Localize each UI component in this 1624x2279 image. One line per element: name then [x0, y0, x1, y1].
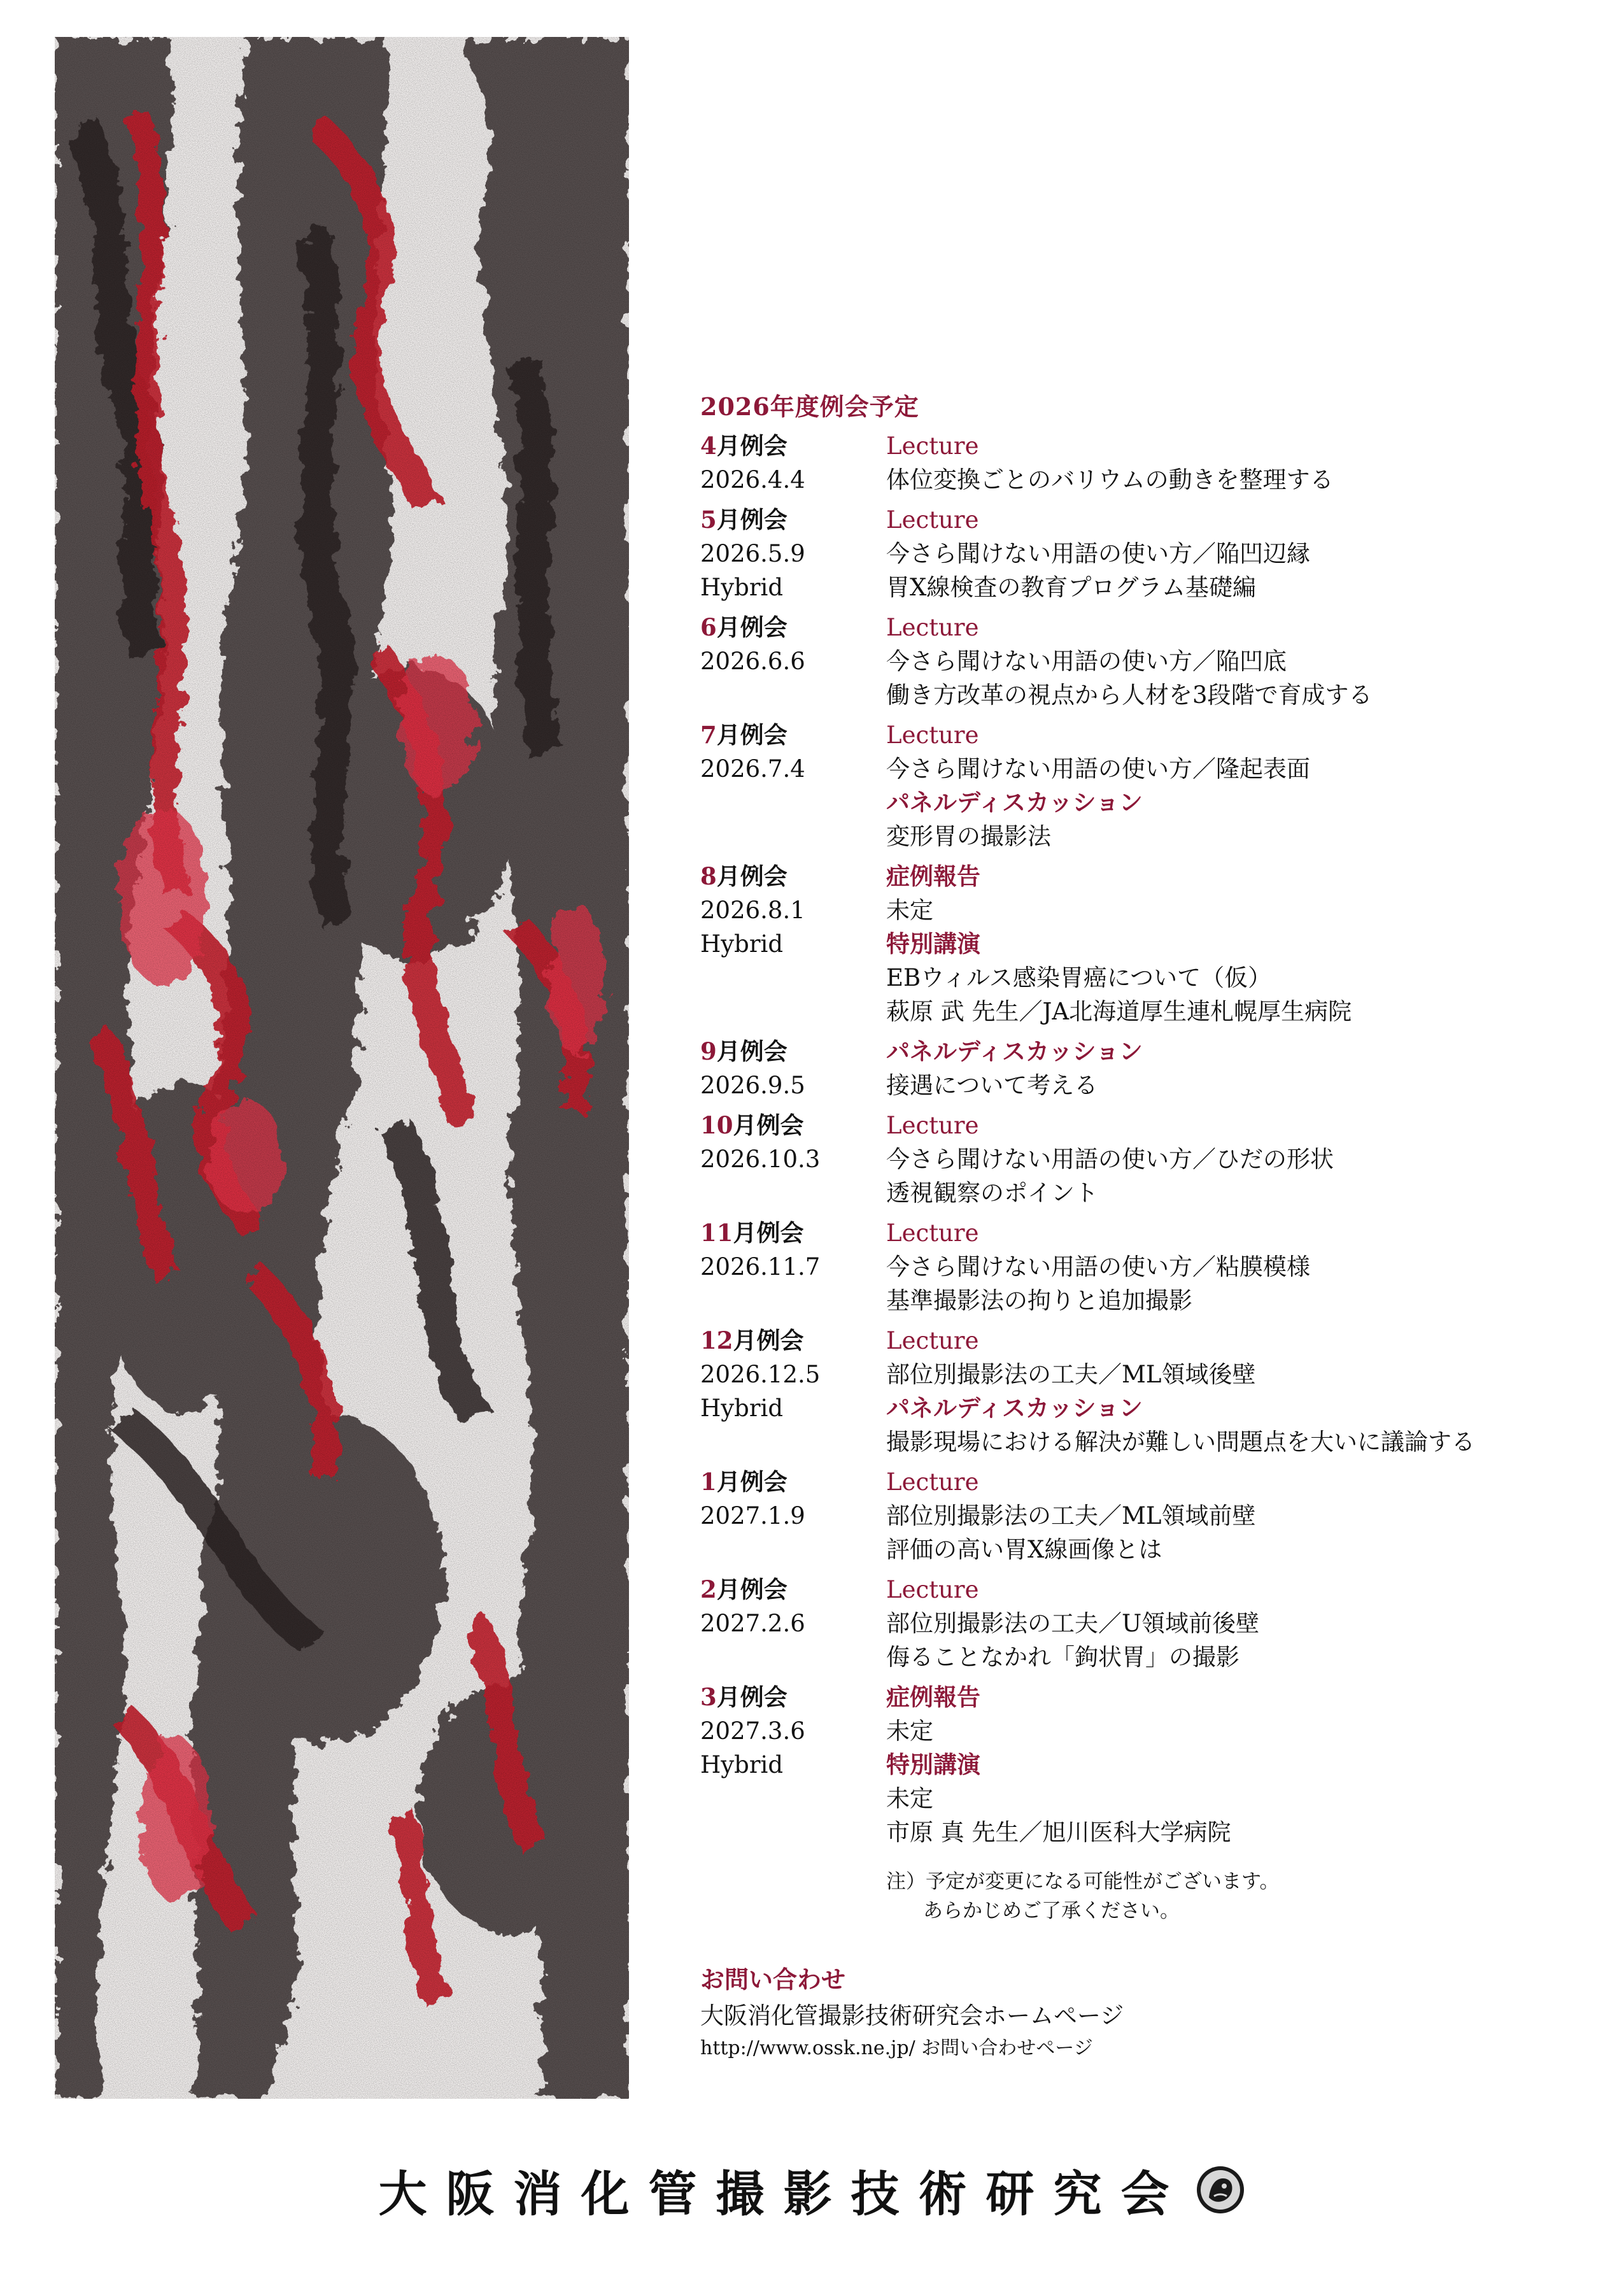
month-suffix: 月例会 [733, 1111, 804, 1139]
meeting-program [886, 860, 1586, 1028]
meeting-program [886, 503, 1586, 604]
month-number: 7 [700, 721, 717, 749]
month-suffix: 月例会 [733, 1326, 804, 1354]
session-type: Lecture [886, 506, 979, 534]
meeting-info [700, 1465, 886, 1566]
meeting-entry [700, 718, 1592, 853]
meeting-month [700, 1109, 886, 1142]
meeting-date: 2026.11.7 [700, 1253, 821, 1281]
meeting-list [700, 429, 1592, 1849]
session-topic: 接遇について考える [886, 1072, 1098, 1099]
month-number: 11 [700, 1219, 733, 1247]
month-number: 3 [700, 1683, 717, 1711]
month-number: 4 [700, 432, 717, 460]
meeting-month [700, 860, 886, 893]
meeting-info [700, 1216, 886, 1317]
meeting-entry [700, 1465, 1592, 1566]
session-type: 特別講演 [886, 1750, 980, 1778]
meeting-date: 2026.10.3 [700, 1146, 821, 1173]
session-type: パネルディスカッション [886, 1037, 1143, 1065]
session-topic: 今さら聞けない用語の使い方／ひだの形状 [886, 1146, 1334, 1173]
abstract-ink-artwork [55, 37, 629, 2099]
session-topic: 胃X線検査の教育プログラム基礎編 [886, 574, 1256, 601]
session-type: Lecture [886, 1468, 979, 1496]
meeting-date: 2027.1.9 [700, 1502, 805, 1530]
month-suffix: 月例会 [733, 1219, 804, 1247]
month-suffix: 月例会 [716, 1037, 787, 1065]
annual-schedule [700, 388, 1592, 2064]
session-type: Lecture [886, 1327, 979, 1354]
month-suffix: 月例会 [716, 1468, 787, 1496]
month-suffix: 月例会 [716, 506, 787, 534]
session-topic: 働き方改革の視点から人材を3段階で育成する [886, 681, 1373, 709]
meeting-info [700, 1680, 886, 1849]
contact-url[interactable]: http://www.ossk.ne.jp/ お問い合わせページ [700, 2037, 1093, 2059]
meeting-date: 2026.7.4 [700, 755, 805, 783]
meeting-info [700, 718, 886, 853]
contact-title: お問い合わせ [700, 1965, 846, 1994]
meeting-program [886, 429, 1586, 497]
contact-section [700, 1961, 1592, 2064]
session-type: Lecture [886, 721, 979, 749]
month-number: 5 [700, 506, 717, 534]
meeting-format: Hybrid [700, 930, 784, 958]
session-topic: 今さら聞けない用語の使い方／粘膜模様 [886, 1253, 1310, 1281]
meeting-date: 2027.2.6 [700, 1610, 805, 1637]
meeting-entry [700, 1035, 1592, 1102]
meeting-month [700, 429, 886, 463]
session-topic: EBウィルス感染胃癌について（仮） [886, 964, 1272, 991]
session-type: パネルディスカッション [886, 1394, 1143, 1422]
schedule-title: 2026年度例会予定 [700, 392, 919, 421]
month-number: 1 [700, 1468, 717, 1496]
month-suffix: 月例会 [716, 862, 787, 890]
session-type: Lecture [886, 1219, 979, 1247]
meeting-entry [700, 429, 1592, 497]
session-topic: 今さら聞けない用語の使い方／陥凹底 [886, 648, 1287, 675]
session-topic: 未定 [886, 897, 933, 924]
ink-painting [55, 37, 629, 2099]
session-topic: 部位別撮影法の工夫／ML領域後壁 [886, 1361, 1256, 1388]
month-number: 9 [700, 1037, 717, 1065]
meeting-date: 2026.8.1 [700, 897, 805, 924]
meeting-entry [700, 1324, 1592, 1459]
meeting-date: 2026.4.4 [700, 466, 805, 493]
society-emblem-icon [1195, 2164, 1246, 2215]
meeting-month [700, 1216, 886, 1250]
meeting-program [886, 1680, 1586, 1849]
session-topic: 萩原 武 先生／JA北海道厚生連札幌厚生病院 [886, 998, 1352, 1025]
session-type: 症例報告 [886, 862, 980, 890]
meeting-info [700, 611, 886, 712]
meeting-program [886, 1216, 1586, 1317]
session-topic: 未定 [886, 1717, 933, 1745]
meeting-date: 2026.9.5 [700, 1072, 805, 1099]
note-line: あらかじめご了承ください。 [923, 1899, 1180, 1922]
meeting-date: 2026.12.5 [700, 1361, 821, 1388]
meeting-month [700, 1573, 886, 1607]
meeting-entry [700, 611, 1592, 712]
meeting-month [700, 1680, 886, 1714]
session-topic: 撮影現場における解決が難しい問題点を大いに議論する [886, 1428, 1475, 1456]
session-type: 特別講演 [886, 930, 980, 958]
session-type: 症例報告 [886, 1683, 980, 1711]
meeting-entry [700, 1109, 1592, 1210]
meeting-month [700, 1465, 886, 1499]
meeting-format: Hybrid [700, 1751, 784, 1778]
session-topic: 今さら聞けない用語の使い方／陥凹辺縁 [886, 540, 1310, 567]
session-topic: 侮ることなかれ「鉤状胃」の撮影 [886, 1644, 1239, 1671]
meeting-program [886, 1465, 1586, 1566]
schedule-note [886, 1867, 1592, 1926]
meeting-format: Hybrid [700, 1395, 784, 1422]
meeting-entry [700, 1573, 1592, 1674]
month-number: 10 [700, 1111, 733, 1139]
session-topic: 透視観察のポイント [886, 1179, 1098, 1207]
month-number: 2 [700, 1575, 717, 1603]
meeting-program [886, 1324, 1586, 1459]
footer [0, 2155, 1624, 2225]
month-number: 6 [700, 613, 717, 641]
session-type: Lecture [886, 614, 979, 641]
session-topic: 評価の高い胃X線画像とは [886, 1536, 1162, 1563]
meeting-program [886, 1573, 1586, 1674]
meeting-entry [700, 860, 1592, 1028]
session-topic: 変形胃の撮影法 [886, 823, 1051, 850]
meeting-month [700, 1324, 886, 1358]
session-topic: 部位別撮影法の工夫／ML領域前壁 [886, 1502, 1256, 1530]
session-topic: 体位変換ごとのバリウムの動きを整理する [886, 466, 1334, 493]
meeting-entry [700, 1680, 1592, 1849]
session-topic: 基準撮影法の拘りと追加撮影 [886, 1287, 1192, 1314]
meeting-entry [700, 503, 1592, 604]
session-type: Lecture [886, 1576, 979, 1603]
meeting-date: 2026.6.6 [700, 648, 805, 675]
month-suffix: 月例会 [716, 613, 787, 641]
meeting-program [886, 611, 1586, 712]
month-number: 12 [700, 1326, 733, 1354]
meeting-month [700, 503, 886, 537]
meeting-month [700, 1035, 886, 1069]
meeting-info [700, 1324, 886, 1459]
session-type: Lecture [886, 432, 979, 460]
session-topic: 部位別撮影法の工夫／U領域前後壁 [886, 1610, 1260, 1637]
month-suffix: 月例会 [716, 1575, 787, 1603]
meeting-program [886, 718, 1586, 853]
month-suffix: 月例会 [716, 432, 787, 460]
session-topic: 未定 [886, 1785, 933, 1812]
note-line: 注）予定が変更になる可能性がございます。 [886, 1870, 1280, 1893]
month-suffix: 月例会 [716, 721, 787, 749]
month-suffix: 月例会 [716, 1683, 787, 1711]
session-type: パネルディスカッション [886, 788, 1143, 816]
session-topic: 今さら聞けない用語の使い方／隆起表面 [886, 755, 1310, 783]
meeting-info [700, 429, 886, 497]
meeting-info [700, 1573, 886, 1674]
contact-site-name: 大阪消化管撮影技術研究会ホームページ [700, 2002, 1124, 2029]
meeting-info [700, 1035, 886, 1102]
meeting-info [700, 503, 886, 604]
meeting-date: 2027.3.6 [700, 1717, 805, 1745]
meeting-info [700, 860, 886, 1028]
meeting-program [886, 1109, 1586, 1210]
meeting-program [886, 1035, 1586, 1102]
meeting-month [700, 718, 886, 752]
meeting-month [700, 611, 886, 644]
meeting-entry [700, 1216, 1592, 1317]
organization-name: 大阪消化管撮影技術研究会 [378, 2165, 1189, 2222]
meeting-date: 2026.5.9 [700, 540, 805, 567]
meeting-format: Hybrid [700, 574, 784, 601]
session-type: Lecture [886, 1112, 979, 1139]
month-number: 8 [700, 862, 717, 890]
session-topic: 市原 真 先生／旭川医科大学病院 [886, 1819, 1231, 1846]
meeting-info [700, 1109, 886, 1210]
